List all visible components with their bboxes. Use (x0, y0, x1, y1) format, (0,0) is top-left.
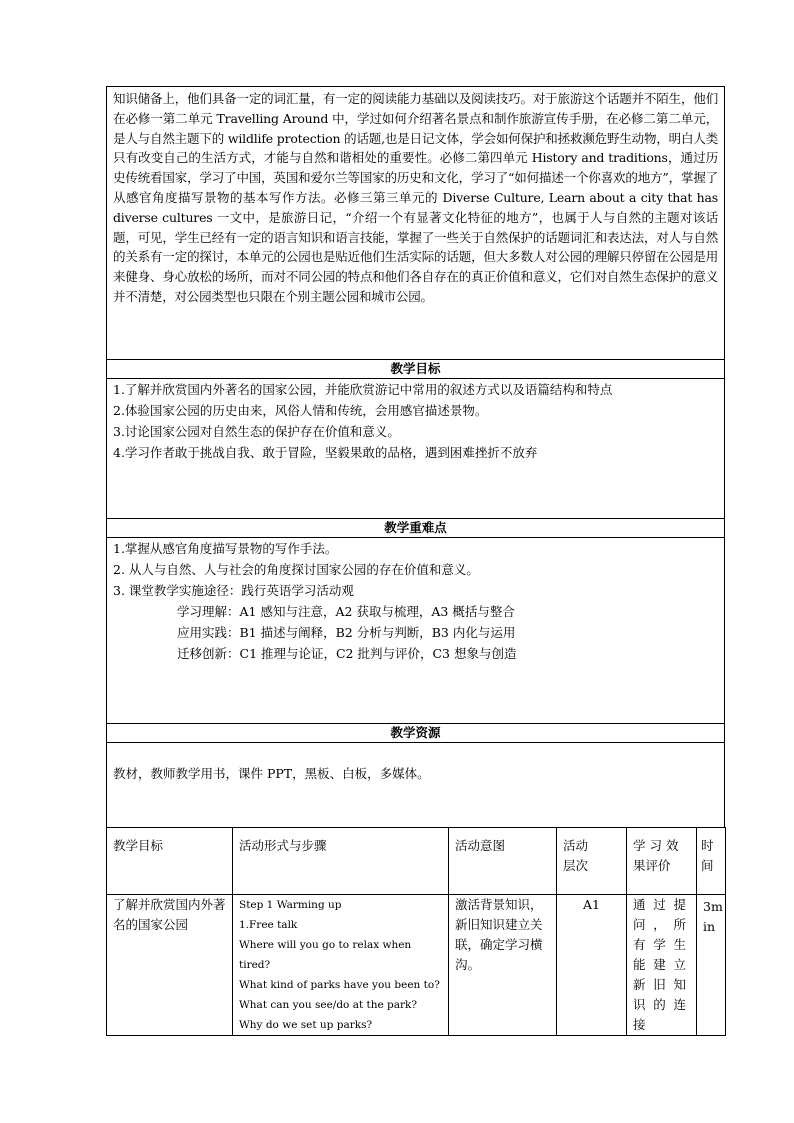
resources-text: 教材，教师教学用书，课件 PPT，黑板、白板，多媒体。 (113, 766, 430, 781)
key-points-heading: 教学重难点 (107, 519, 725, 538)
row-evaluation: 通过提问，所有学生能建立新旧知识的连接 (627, 895, 697, 1036)
resources-heading: 教学资源 (107, 724, 725, 743)
student-analysis-cell (107, 87, 725, 360)
header-teaching-goal: 教学目标 (107, 828, 233, 895)
header-activity-steps: 活动形式与步骤 (233, 828, 449, 895)
step-line: Step 1 Warming up (239, 899, 342, 911)
step-line: Where will you go to relax when tired? (239, 939, 412, 971)
activity-table (106, 827, 726, 1036)
activity-level-item: 学习理解：A1 感知与注意，A2 获取与梳理，A3 概括与整合 (177, 604, 515, 619)
key-point-item: 3. 课堂教学实施途径：践行英语学习活动观 (113, 583, 354, 598)
lesson-plan-page (106, 86, 725, 1036)
row-time: 3min (697, 895, 726, 1036)
key-points-cell (107, 538, 725, 724)
step-line: What kind of parks have you been to? (239, 979, 440, 991)
step-line: Why do we set up parks? (239, 1019, 373, 1031)
goal-item: 4.学习作者敢于挑战自我、敢于冒险，坚毅果敢的品格，遇到困难挫折不放弃 (113, 445, 538, 460)
header-activity-intent: 活动意图 (449, 828, 557, 895)
header-evaluation: 学 习 效 果评价 (627, 828, 697, 895)
goal-item: 3.讨论国家公园对自然生态的保护存在价值和意义。 (113, 424, 400, 439)
resources-cell (107, 743, 725, 828)
key-point-item: 2. 从人与自然、人与社会的角度探讨国家公园的存在价值和意义。 (113, 562, 479, 577)
goals-cell (107, 379, 725, 519)
row-intent: 激活背景知识，新旧知识建立关联，确定学习横沟。 (449, 895, 557, 1036)
intro-paragraph: 知识储备上，他们具备一定的词汇量，有一定的阅读能力基础以及阅读技巧。对于旅游这个话题并不陌生，他们在必修一第二单元 Travelling Around 中，学过如何介绍著名景点和制作旅游宣传手册，在必修二第二单元，是人与自然主题下的 wildlife protection 的话题,也是日记文体，学会如何保护和拯救濒危野生动物，明白人类只有改变自己的生活方式，才能与自然和谐相处的重要性。必修二第四单元 History and traditions，通过历史传统看国家，学习了中国，英国和爱尔兰等国家的历史和文化，学习了“如何描述一个你喜欢的地方”，掌握了从感官角度描写景物的基本写作方法。必修三第三单元的 Diverse Culture, Learn about a city that has diverse cultures 一文中，是旅游日记，“介绍一个有显著文化特征的地方”，也属于人与自然的主题对该话题，可见，学生已经有一定的语言知识和语言技能，掌握了一些关于自然保护的话题词汇和表达法，对人与自然的关系有一定的探讨，本单元的公园也是贴近他们生活实际的话题，但大多数人对公园的理解只停留在公园是用来健身、身心放松的场所，而对不同公园的特点和他们各自存在的真正价值和意义，它们对自然生态保护的意义并不清楚，对公园类型也只限在个别主题公园和城市公园。 (113, 91, 718, 304)
header-activity-level: 活动 层次 (557, 828, 627, 895)
step-line: 1.Free talk (239, 919, 298, 931)
lesson-plan-table (106, 86, 725, 828)
activity-level-item: 应用实践：B1 描述与阐释，B2 分析与判断，B3 内化与运用 (177, 625, 516, 640)
goal-item: 2.体验国家公园的历史由来，风俗人情和传统，会用感官描述景物。 (113, 403, 488, 418)
row-goal: 了解并欣赏国内外著名的国家公园 (107, 895, 233, 1036)
key-point-item: 1.掌握从感官角度描写景物的写作手法。 (113, 541, 338, 556)
step-line: What can you see/do at the park? (239, 999, 418, 1011)
goal-item: 1.了解并欣赏国内外著名的国家公园，并能欣赏游记中常用的叙述方式以及语篇结构和特点 (113, 382, 613, 397)
row-steps (233, 895, 449, 1036)
activity-level-item: 迁移创新：C1 推理与论证，C2 批判与评价，C3 想象与创造 (177, 646, 517, 661)
goals-heading: 教学目标 (107, 360, 725, 379)
row-level: A1 (557, 895, 627, 1036)
header-time: 时 间 (697, 828, 726, 895)
